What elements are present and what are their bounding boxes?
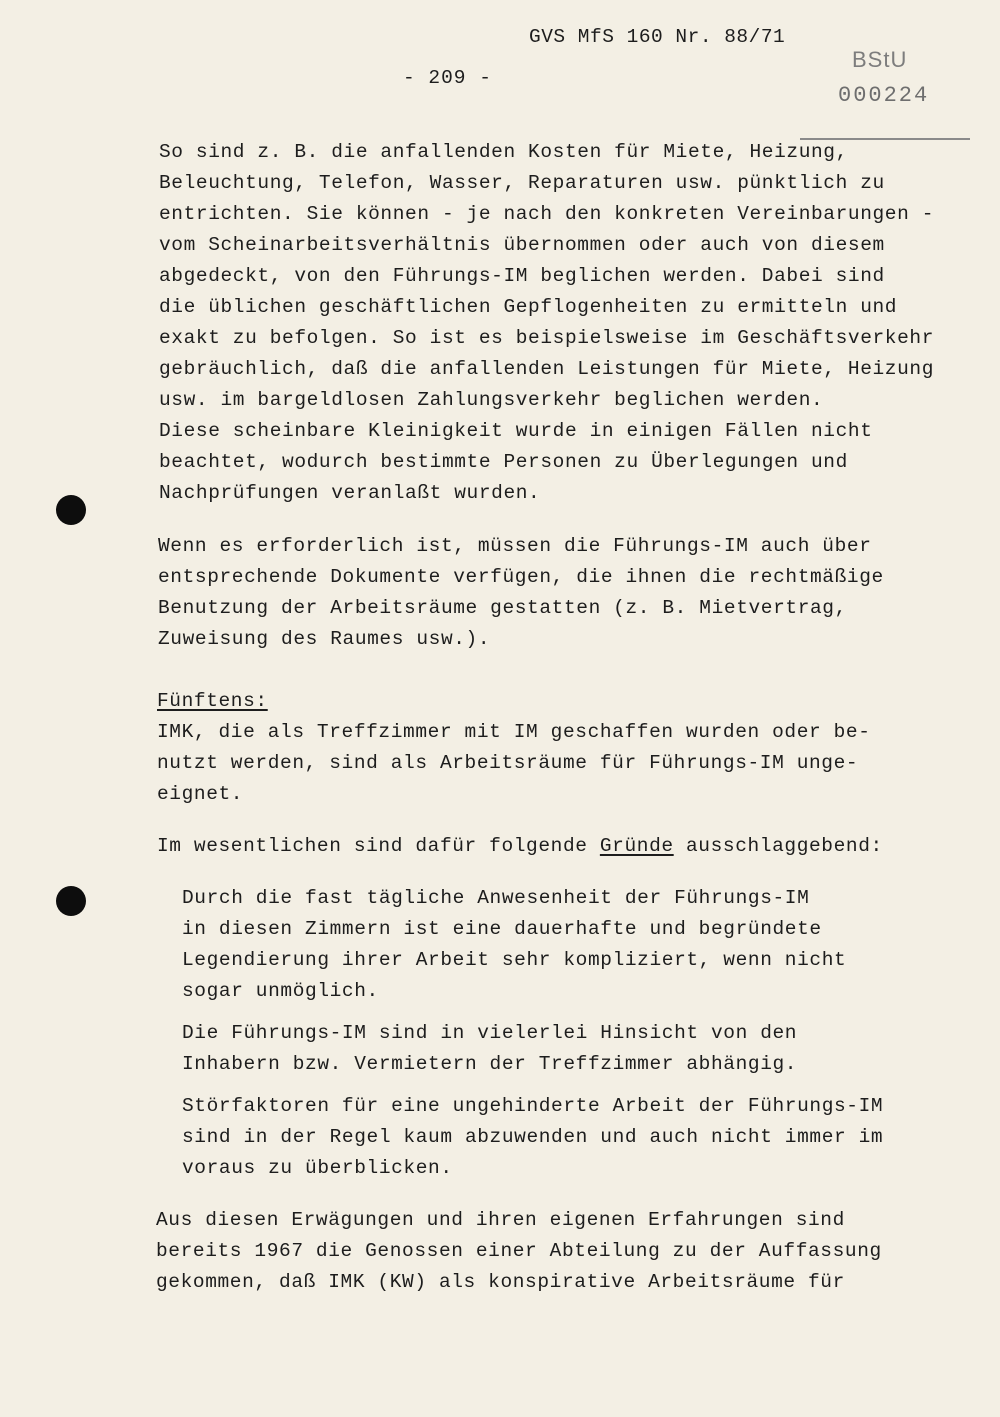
stamp-org: BStU xyxy=(852,47,908,72)
text-line: IMK, die als Treffzimmer mit IM geschaffen wurden oder be- xyxy=(157,721,871,743)
text-line: Nachprüfungen veranlaßt wurden. xyxy=(159,482,541,504)
text-line: usw. im bargeldlosen Zahlungsverkehr beglichen werden. xyxy=(159,389,824,411)
text-line: in diesen Zimmern ist eine dauerhafte und begründete xyxy=(182,918,822,940)
text-line: eignet. xyxy=(157,783,244,805)
stamp-number: 000224 xyxy=(838,83,930,108)
text-line: Durch die fast tägliche Anwesenheit der Führungs-IM xyxy=(182,887,810,909)
section-fuenftens xyxy=(157,686,871,810)
paragraph-costs xyxy=(159,137,934,509)
text-line: sogar unmöglich. xyxy=(182,980,379,1002)
intro-underlined: Gründe xyxy=(599,835,674,857)
text-line: beachtet, wodurch bestimmte Personen zu Überlegungen und xyxy=(159,451,848,473)
text-line: Legendierung ihrer Arbeit sehr kompliziert, wenn nicht xyxy=(182,949,847,971)
text-line: gebräuchlich, daß die anfallenden Leistungen für Miete, Heizung xyxy=(159,358,935,380)
reasons-intro xyxy=(157,831,883,862)
text-line: Aus diesen Erwägungen und ihren eigenen Erfahrungen sind xyxy=(156,1209,845,1231)
archive-stamp xyxy=(800,38,970,140)
text-line: voraus zu überblicken. xyxy=(182,1157,453,1179)
text-line: exakt zu befolgen. So ist es beispielsweise im Geschäftsverkehr xyxy=(159,327,935,349)
reason-item xyxy=(182,883,846,1007)
text-line xyxy=(157,831,883,862)
paragraph-conclusion xyxy=(156,1205,882,1298)
text-line: Wenn es erforderlich ist, müssen die Führungs-IM auch über xyxy=(158,535,872,557)
text-line: Diese scheinbare Kleinigkeit wurde in einigen Fällen nicht xyxy=(159,420,873,442)
intro-after: ausschlaggebend: xyxy=(673,835,883,857)
text-line: nutzt werden, sind als Arbeitsräume für Führungs-IM unge- xyxy=(157,752,859,774)
text-line: Beleuchtung, Telefon, Wasser, Reparaturen usw. pünktlich zu xyxy=(159,172,885,194)
intro-before: Im wesentlichen sind dafür folgende xyxy=(157,835,600,857)
text-line: abgedeckt, von den Führungs-IM beglichen werden. Dabei sind xyxy=(159,265,885,287)
document-reference: GVS MfS 160 Nr. 88/71 xyxy=(529,26,786,48)
text-line: vom Scheinarbeitsverhältnis übernommen oder auch von diesem xyxy=(159,234,885,256)
text-line: entsprechende Dokumente verfügen, die ihnen die rechtmäßige xyxy=(158,566,884,588)
reason-item xyxy=(182,1091,883,1184)
text-line: Störfaktoren für eine ungehinderte Arbeit der Führungs-IM xyxy=(182,1095,884,1117)
text-line: Zuweisung des Raumes usw.). xyxy=(158,628,491,650)
reason-item xyxy=(182,1018,797,1080)
text-line: bereits 1967 die Genossen einer Abteilung zu der Auffassung xyxy=(156,1240,882,1262)
punch-hole xyxy=(56,886,86,916)
text-line: Die Führungs-IM sind in vielerlei Hinsicht von den xyxy=(182,1022,798,1044)
text-line: entrichten. Sie können - je nach den konkreten Vereinbarungen - xyxy=(159,203,935,225)
text-line: die üblichen geschäftlichen Gepflogenheiten zu ermitteln und xyxy=(159,296,898,318)
text-line: Benutzung der Arbeitsräume gestatten (z. B. Mietvertrag, xyxy=(158,597,847,619)
text-line: Inhabern bzw. Vermietern der Treffzimmer abhängig. xyxy=(182,1053,798,1075)
section-heading: Fünftens: xyxy=(157,690,268,712)
text-line: sind in der Regel kaum abzuwenden und auch nicht immer im xyxy=(182,1126,884,1148)
paragraph-documents xyxy=(158,531,884,655)
text-line: So sind z. B. die anfallenden Kosten für Miete, Heizung, xyxy=(159,141,848,163)
punch-hole xyxy=(56,495,86,525)
text-line: gekommen, daß IMK (KW) als konspirative Arbeitsräume für xyxy=(156,1271,845,1293)
page-number: - 209 - xyxy=(403,67,492,89)
